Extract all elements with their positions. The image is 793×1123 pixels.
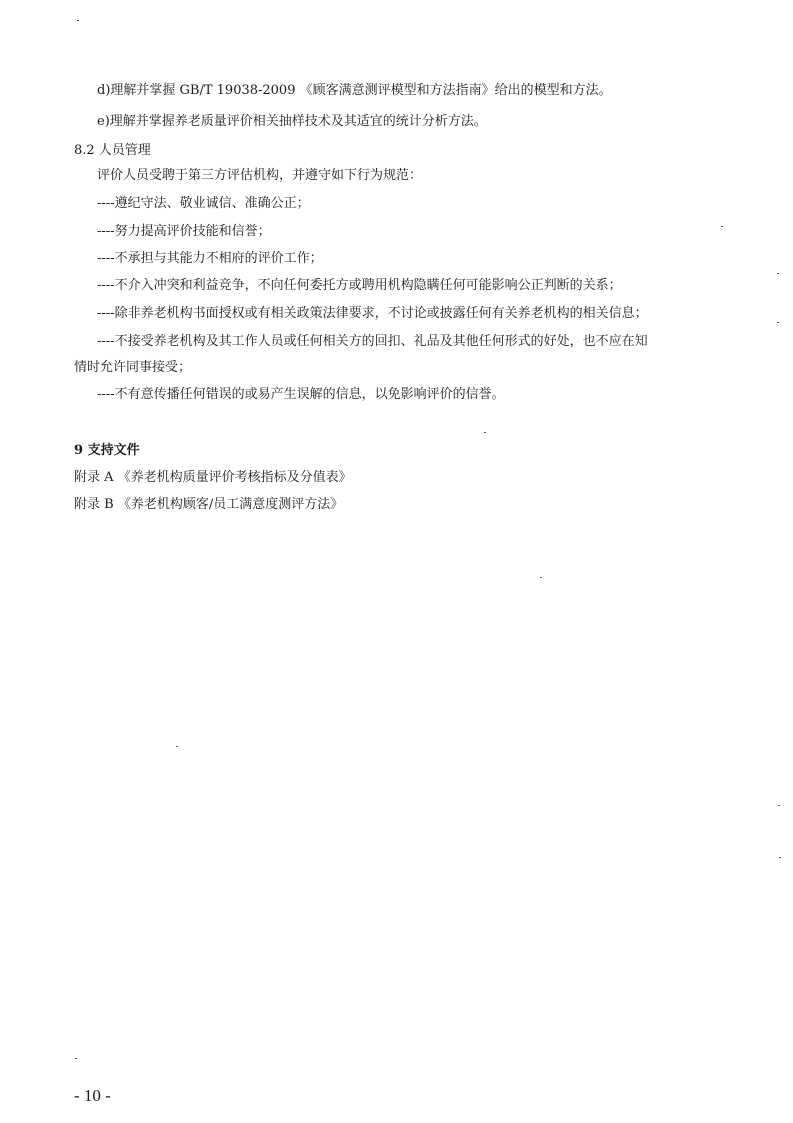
section-8-2-intro: 评价人员受聘于第三方评估机构，并遵守如下行为规范： <box>97 168 423 183</box>
rule-item-continuation: 情时允许同事接受； <box>74 360 192 375</box>
rule-item: ----遵纪守法、敬业诚信、准确公正； <box>97 196 310 211</box>
page-number: - 10 - <box>74 1086 111 1105</box>
rule-item: ----不接受养老机构及其工作人员或任何相关方的回扣、礼品及其他任何形式的好处，也不应在知 <box>97 334 648 349</box>
rule-item: ----不介入冲突和利益竞争，不向任何委托方或聘用机构隐瞒任何可能影响公正判断的关系； <box>97 278 622 293</box>
scan-speck <box>777 322 779 323</box>
item-d: d)理解并掌握 GB/T 19038-2009 《顾客满意测评模型和方法指南》给出的模型和方法。 <box>97 83 612 98</box>
scan-speck <box>721 226 723 227</box>
appendix-a: 附录 A 《养老机构质量评价考核指标及分值表》 <box>74 470 352 485</box>
section-9-heading: 9 支持文件 <box>74 443 140 458</box>
rule-item: ----除非养老机构书面授权或有相关政策法律要求，不讨论或披露任何有关养老机构的相关信息； <box>97 306 648 321</box>
scan-speck <box>176 746 178 747</box>
section-8-2-heading: 8.2 人员管理 <box>74 143 151 158</box>
scan-speck <box>778 805 780 806</box>
scan-speck <box>77 20 79 21</box>
scan-speck <box>779 857 781 858</box>
appendix-b: 附录 B 《养老机构顾客/员工满意度测评方法》 <box>74 497 344 512</box>
scan-speck <box>777 273 779 274</box>
scan-speck <box>540 577 542 578</box>
rule-item: ----不有意传播任何错误的或易产生误解的信息，以免影响评价的信誉。 <box>97 387 505 402</box>
rule-item: ----努力提高评价技能和信誉； <box>97 224 271 239</box>
rule-item: ----不承担与其能力不相府的评价工作； <box>97 251 323 266</box>
scan-speck <box>484 432 486 433</box>
item-e: e)理解并掌握养老质量评价相关抽样技术及其适宜的统计分析方法。 <box>97 114 487 129</box>
scan-speck <box>75 1058 77 1059</box>
